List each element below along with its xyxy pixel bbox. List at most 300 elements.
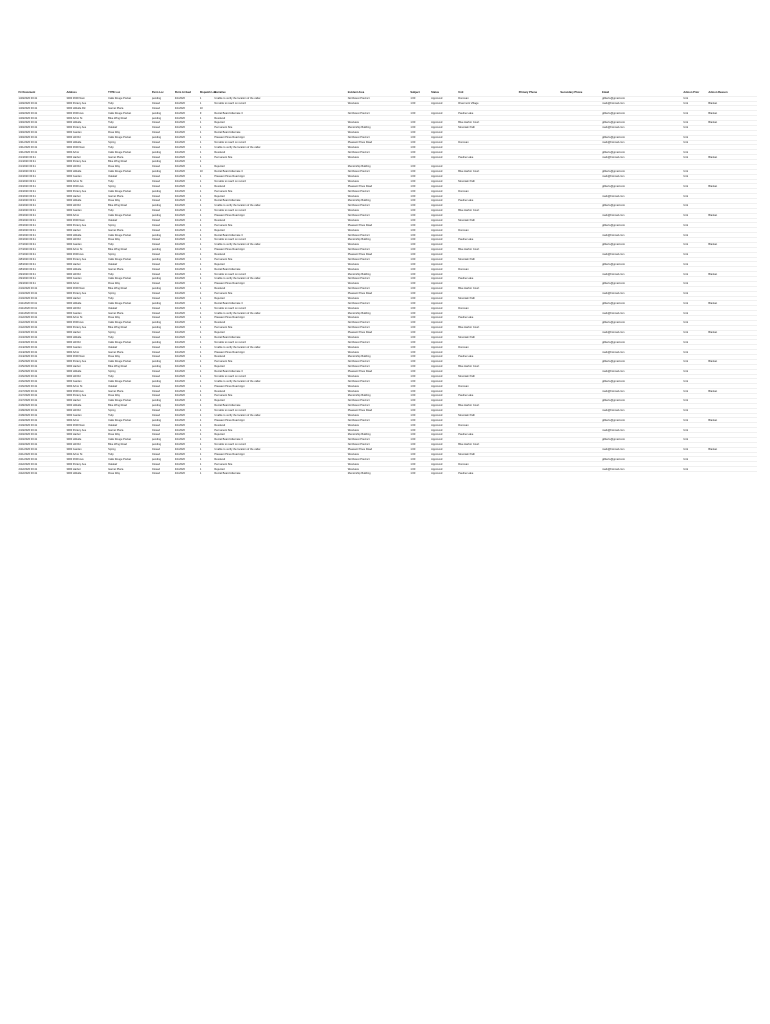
column-header[interactable]: TYPE Loc: [108, 91, 121, 95]
table-cell: Tulip: [108, 272, 152, 277]
table-cell: Approved: [431, 169, 458, 174]
table-cell: 4/1/2020: [174, 462, 199, 467]
table-cell: 1: [199, 189, 214, 194]
table-cell: 4/1/2020: [174, 116, 199, 121]
table-cell: 1: [199, 238, 214, 243]
table-cell: mark@hotmail.com: [602, 101, 683, 106]
table-cell: Oakleaf: [108, 462, 152, 467]
table-cell: 4/1/2020: [174, 218, 199, 223]
table-cell: 4/1/2020: [174, 320, 199, 325]
table-cell: Garnet Plaza: [108, 194, 152, 199]
table-cell: Approved: [431, 442, 458, 447]
table-cell: 1:00: [410, 286, 431, 291]
table-cell: 1:00: [410, 457, 431, 462]
table-cell: gilberto@gmail.com: [602, 320, 683, 325]
table-cell: 4/1/2020: [174, 189, 199, 194]
table-cell: 1:00: [410, 164, 431, 169]
table-cell: Resolved: [214, 286, 347, 291]
table-cell: Blue Harbor Court: [458, 169, 518, 174]
table-cell: Rejected: [214, 121, 347, 126]
table-cell: 10: [199, 106, 214, 111]
table-cell: 4/1/2020: [174, 340, 199, 345]
table-cell: 1:00: [410, 223, 431, 228]
table-cell: 1: [199, 330, 214, 335]
column-header[interactable]: Add-on Prior: [683, 91, 700, 95]
table-cell: 3000 Garden: [66, 345, 108, 350]
table-cell: Pauline Lake: [458, 277, 518, 282]
table-cell: Tulip: [108, 242, 152, 247]
table-cell: 1: [199, 213, 214, 218]
table-cell: 3000 Arbor St: [66, 384, 108, 389]
table-cell: 1:00: [410, 252, 431, 257]
table-cell: Pleasant Pines Road: [347, 252, 410, 257]
table-cell: 4/1/2020: [174, 238, 199, 243]
table-cell: Northwest Precinct: [347, 437, 410, 442]
table-cell: 1:00: [410, 359, 431, 364]
table-cell: Rental Board Alternate 3: [214, 301, 347, 306]
table-cell: Spring: [108, 140, 152, 145]
table-cell: 1: [199, 184, 214, 189]
table-cell: Closed: [151, 155, 174, 160]
table-cell: 3000 Hillside: [66, 121, 108, 126]
table-cell: Rental Board Alternate: [214, 199, 347, 204]
table-cell: Oakleaf: [108, 345, 152, 350]
table-cell: mark@hotmail.com: [602, 408, 683, 413]
table-cell: 1:00: [410, 140, 431, 145]
table-cell: Permanent Site: [214, 189, 347, 194]
table-cell: Pauline Lake: [458, 238, 518, 243]
table-cell: 4/1/2020: [174, 111, 199, 116]
table-cell: 1:00: [410, 452, 431, 457]
table-cell: 1:00: [410, 238, 431, 243]
table-cell: Westview: [347, 413, 410, 418]
table-cell: 2/4/2020 00:41: [18, 199, 66, 204]
table-cell: 4/1/2020: [174, 359, 199, 364]
table-cell: 4/1/2020: [174, 208, 199, 213]
table-cell: Rejected: [214, 164, 347, 169]
column-header[interactable]: Add-on Reason: [708, 91, 728, 95]
table-cell: 3000 Arbor St: [66, 116, 108, 121]
table-cell: 2/7/2020 00:41: [18, 242, 66, 247]
table-cell: Blanket: [708, 213, 757, 218]
table-cell: Resolved: [214, 389, 347, 394]
table-cell: 2/11/2020 00:41: [18, 306, 66, 311]
table-cell: Westview: [347, 345, 410, 350]
table-cell: Garnet Plaza: [108, 267, 152, 272]
table-cell: 2/7/2020 00:41: [18, 252, 66, 257]
table-cell: Unk: [683, 140, 708, 145]
table-cell: Approved: [431, 335, 458, 340]
table-cell: Unk: [683, 340, 708, 345]
table-cell: Approved: [431, 228, 458, 233]
table-cell: Northwest Precinct: [347, 189, 410, 194]
table-cell: Mountain Path: [458, 413, 518, 418]
table-cell: 2/10/2020 00:41: [18, 286, 66, 291]
table-cell: Westview: [347, 179, 410, 184]
table-cell: gilberto@gmail.com: [602, 111, 683, 116]
table-cell: Not able to reach on record: [214, 272, 347, 277]
table-cell: Unk: [683, 213, 708, 218]
table-cell: 1:00: [410, 418, 431, 423]
table-cell: Rose Way: [108, 316, 152, 321]
table-cell: Northwest Precinct: [347, 96, 410, 101]
table-cell: 3000 Garden: [66, 130, 108, 135]
table-cell: 1: [199, 296, 214, 301]
column-header[interactable]: Dispatch Loc: [199, 91, 217, 95]
table-cell: 2/16/2020 00:41: [18, 379, 66, 384]
table-cell: Unk: [683, 150, 708, 155]
table-cell: Pauline Lake: [458, 433, 518, 438]
table-cell: 1:00: [410, 228, 431, 233]
table-cell: 4/1/2020: [174, 330, 199, 335]
table-cell: 3000 Hillside: [66, 169, 108, 174]
table-cell: Closed: [151, 140, 174, 145]
table-cell: Approved: [431, 96, 458, 101]
table-cell: 1: [199, 130, 214, 135]
table-cell: Unk: [683, 135, 708, 140]
table-cell: 2/1/2020 00:41: [18, 160, 66, 165]
table-cell: 1: [199, 437, 214, 442]
table-cell: Closed: [151, 306, 174, 311]
table-cell: mark@hotmail.com: [602, 155, 683, 160]
table-cell: 4/1/2020: [174, 257, 199, 262]
table-cell: gilberto@gmail.com: [602, 169, 683, 174]
table-cell: 4/1/2020: [174, 199, 199, 204]
table-cell: 1:00: [410, 281, 431, 286]
table-cell: 2/17/2020 00:41: [18, 394, 66, 399]
table-cell: mark@hotmail.com: [602, 428, 683, 433]
table-cell: Donovan: [458, 423, 518, 428]
table-cell: 2/22/2020 00:41: [18, 472, 66, 476]
table-cell: Unk: [683, 174, 708, 179]
table-cell: 1:00: [410, 96, 431, 101]
table-cell: Donovan: [458, 384, 518, 389]
table-cell: Calle Rouge Pocket: [108, 257, 152, 262]
table-cell: [708, 472, 757, 476]
table-cell: Oakleaf: [108, 218, 152, 223]
table-cell: pending: [151, 160, 174, 165]
table-cell: 2/21/2020 00:41: [18, 457, 66, 462]
table-cell: 4/1/2020: [174, 457, 199, 462]
column-header[interactable]: Narrative: [214, 91, 226, 95]
table-cell: 3000 Arbor St: [66, 452, 108, 457]
table-cell: 1:00: [410, 320, 431, 325]
table-cell: 1: [199, 467, 214, 472]
table-cell: Blue Harbor Court: [458, 364, 518, 369]
table-cell: 1: [199, 257, 214, 262]
table-cell: Unk: [683, 233, 708, 238]
table-cell: 2/19/2020 00:41: [18, 418, 66, 423]
table-cell: Northwest Precinct: [347, 403, 410, 408]
table-cell: Approved: [431, 311, 458, 316]
table-cell: Calle Rouge Pocket: [108, 437, 152, 442]
table-cell: 2/14/2020 00:41: [18, 350, 66, 355]
table-cell: 1:00: [410, 101, 431, 106]
table-cell: 1: [199, 398, 214, 403]
table-cell: 4/1/2020: [174, 418, 199, 423]
table-cell: 1:00: [410, 150, 431, 155]
table-cell: Unk: [683, 184, 708, 189]
table-cell: Not able to reach on record: [214, 340, 347, 345]
table-cell: pending: [151, 442, 174, 447]
table-cell: Blanket: [708, 184, 757, 189]
table-cell: 3000 Harbor: [66, 467, 108, 472]
table-cell: Approved: [431, 242, 458, 247]
table-cell: 2/13/2020 00:41: [18, 330, 66, 335]
table-cell: mark@hotmail.com: [602, 252, 683, 257]
table-cell: 1: [199, 301, 214, 306]
table-cell: gilberto@gmail.com: [602, 121, 683, 126]
table-cell: 4/1/2020: [174, 306, 199, 311]
table-cell: gilberto@gmail.com: [602, 223, 683, 228]
table-cell: Approved: [431, 384, 458, 389]
table-cell: 1:00: [410, 398, 431, 403]
spreadsheet: [18, 91, 757, 476]
column-header[interactable]: Primary Phone: [518, 91, 538, 95]
table-cell: Westview: [347, 194, 410, 199]
table-cell: 1: [199, 174, 214, 179]
table-cell: Approved: [431, 428, 458, 433]
table-cell: Westview: [347, 121, 410, 126]
table-cell: 3000 Pottery Ave: [66, 394, 108, 399]
column-header[interactable]: Email: [602, 91, 610, 95]
table-cell: Closed: [151, 369, 174, 374]
table-cell: 3000 Harbor: [66, 194, 108, 199]
table-cell: Calle Rouge Pocket: [108, 189, 152, 194]
table-cell: Westview: [347, 145, 410, 150]
table-cell: Closed: [151, 423, 174, 428]
table-cell: Unk: [683, 457, 708, 462]
table-cell: 1: [199, 145, 214, 150]
table-cell: Mountain Path: [458, 374, 518, 379]
table-cell: Rejected: [214, 433, 347, 438]
table-cell: Northwest Precinct: [347, 320, 410, 325]
table-cell: 1:00: [410, 111, 431, 116]
table-cell: Westview: [347, 130, 410, 135]
table-cell: 1:00: [410, 179, 431, 184]
table-cell: Rental Board Alternate 3: [214, 437, 347, 442]
table-cell: 4/1/2020: [174, 472, 199, 476]
table-cell: Approved: [431, 218, 458, 223]
table-cell: Approved: [431, 252, 458, 257]
table-cell: Rejected: [214, 364, 347, 369]
table-cell: Permanent Site: [214, 394, 347, 399]
table-cell: Blanket: [708, 389, 757, 394]
column-header[interactable]: Incident Area: [347, 91, 365, 95]
table-cell: 1:00: [410, 355, 431, 360]
table-cell: 1:00: [410, 467, 431, 472]
table-cell: 4/1/2020: [174, 345, 199, 350]
table-cell: 1: [199, 179, 214, 184]
table-cell: Pleasant Pines Road Appt: [214, 213, 347, 218]
table-cell: Rental Board Alternate: [214, 130, 347, 135]
table-cell: [602, 472, 683, 476]
column-header[interactable]: Secondary Phone: [560, 91, 583, 95]
table-cell: mark@hotmail.com: [602, 447, 683, 452]
table-cell: Northwest Precinct: [347, 203, 410, 208]
table-cell: Rose Way: [108, 281, 152, 286]
table-cell: Northwest Precinct: [347, 325, 410, 330]
table-cell: Unk: [683, 418, 708, 423]
table-cell: gilberto@gmail.com: [602, 379, 683, 384]
table-cell: Closed: [151, 335, 174, 340]
table-cell: Unk: [683, 467, 708, 472]
table-cell: Closed: [151, 389, 174, 394]
table-cell: Unable to verify the location of the caller.: [214, 345, 347, 350]
table-cell: 2/22/2020 00:41: [18, 467, 66, 472]
table-cell: Approved: [431, 189, 458, 194]
table-cell: Westview: [347, 262, 410, 267]
table-cell: 4/1/2020: [174, 428, 199, 433]
table-cell: Mountain Path: [458, 335, 518, 340]
table-cell: Approved: [431, 369, 458, 374]
column-header[interactable]: Perm Arrived: [174, 91, 192, 95]
table-cell: Approved: [431, 403, 458, 408]
table-cell: 1:00: [410, 135, 431, 140]
table-cell: 1: [199, 306, 214, 311]
table-cell: Unk: [683, 262, 708, 267]
column-header[interactable]: Address: [66, 91, 77, 95]
table-cell: Calle Rouge Pocket: [108, 135, 152, 140]
table-cell: Rose Way: [108, 433, 152, 438]
table-cell: 1:00: [410, 403, 431, 408]
column-header[interactable]: Status: [431, 91, 440, 95]
table-cell: Westview: [347, 306, 410, 311]
table-cell: 3000 Hill Rd: [66, 374, 108, 379]
table-cell: mark@hotmail.com: [602, 233, 683, 238]
column-header[interactable]: Fir Document: [18, 91, 36, 95]
table-cell: Rejected: [214, 467, 347, 472]
table-cell: Unk: [683, 359, 708, 364]
table-cell: 1: [199, 428, 214, 433]
table-cell: Westview: [347, 384, 410, 389]
table-row[interactable]: [18, 472, 757, 476]
table-cell: Approved: [431, 345, 458, 350]
table-cell: Blanket: [708, 447, 757, 452]
table-cell: mark@hotmail.com: [602, 194, 683, 199]
table-cell: 4/1/2020: [174, 125, 199, 130]
table-cell: Blue Wing Road: [108, 403, 152, 408]
table-cell: Oakleaf: [108, 423, 152, 428]
table-cell: 4/1/2020: [174, 374, 199, 379]
table-cell: Closed: [151, 164, 174, 169]
table-cell: Garnet Plaza: [108, 467, 152, 472]
table-cell: Northwest Precinct: [347, 286, 410, 291]
table-cell: 4/1/2020: [174, 262, 199, 267]
table-cell: Mentorship Building: [347, 311, 410, 316]
table-cell: 3000 Garden: [66, 447, 108, 452]
column-header[interactable]: Subject: [410, 91, 420, 95]
table-cell: Approved: [431, 135, 458, 140]
table-cell: Closed: [151, 472, 174, 476]
table-cell: Blanket: [708, 242, 757, 247]
table-cell: Pauline Lake: [458, 155, 518, 160]
table-cell: Closed: [151, 101, 174, 106]
table-cell: 4/1/2020: [174, 379, 199, 384]
table-cell: Northwest Precinct: [347, 359, 410, 364]
table-cell: 9: [199, 111, 214, 116]
table-cell: Approved: [431, 462, 458, 467]
table-cell: Westview: [347, 218, 410, 223]
table-cell: Approved: [431, 267, 458, 272]
table-cell: Not able to reach on record: [214, 306, 347, 311]
table-cell: 2/5/2020 00:41: [18, 213, 66, 218]
table-cell: Closed: [151, 330, 174, 335]
table-cell: Unk: [683, 125, 708, 130]
table-cell: Unk: [683, 379, 708, 384]
table-cell: 1: [199, 320, 214, 325]
table-cell: pending: [151, 403, 174, 408]
table-cell: Resolved: [214, 116, 347, 121]
table-cell: 4/1/2020: [174, 121, 199, 126]
table-cell: 3000 Hillside: [66, 403, 108, 408]
table-cell: 1:00: [410, 257, 431, 262]
table-cell: pending: [151, 418, 174, 423]
table-cell: Approved: [431, 238, 458, 243]
table-cell: Closed: [151, 272, 174, 277]
table-cell: Approved: [431, 325, 458, 330]
table-cell: Blue Harbor Court: [458, 325, 518, 330]
table-cell: Approved: [431, 174, 458, 179]
table-cell: 3000 Hillside: [66, 233, 108, 238]
table-cell: Unk: [683, 111, 708, 116]
table-cell: 3000 Hill Rd: [66, 408, 108, 413]
table-cell: mark@hotmail.com: [602, 389, 683, 394]
table-cell: Closed: [151, 384, 174, 389]
table-cell: pending: [151, 116, 174, 121]
table-cell: Pleasant Pines Road Appt: [214, 384, 347, 389]
table-cell: 4/1/2020: [174, 316, 199, 321]
table-cell: Tulip: [108, 101, 152, 106]
table-cell: Oakleaf: [108, 384, 152, 389]
table-cell: 1/30/2020 00:41: [18, 125, 66, 130]
column-header[interactable]: Unit: [458, 91, 464, 95]
table-cell: Closed: [151, 467, 174, 472]
table-cell: Approved: [431, 296, 458, 301]
table-cell: 2/11/2020 00:41: [18, 311, 66, 316]
table-cell: Tulip: [108, 335, 152, 340]
table-cell: 3000 Arbor: [66, 350, 108, 355]
table-cell: Unable to verify the location of the caller.: [214, 96, 347, 101]
table-cell: pending: [151, 364, 174, 369]
table-cell: Unable to verify the location of the caller.: [214, 145, 347, 150]
table-cell: Unk: [683, 428, 708, 433]
table-cell: Closed: [151, 345, 174, 350]
column-header[interactable]: Perm Loc: [151, 91, 164, 95]
table-cell: Calle Rouge Pocket: [108, 301, 152, 306]
table-cell: 2/14/2020 00:41: [18, 355, 66, 360]
table-cell: 2/15/2020 00:41: [18, 359, 66, 364]
table-cell: Donovan: [458, 140, 518, 145]
table-cell: 1: [199, 384, 214, 389]
table-cell: Unk: [683, 398, 708, 403]
table-cell: gilberto@gmail.com: [602, 340, 683, 345]
table-cell: mark@hotmail.com: [602, 125, 683, 130]
table-cell: gilberto@gmail.com: [602, 301, 683, 306]
table-cell: mark@hotmail.com: [602, 140, 683, 145]
table-cell: 3000 Pottery Ave: [66, 291, 108, 296]
table-cell: 1: [199, 291, 214, 296]
table-cell: 4/1/2020: [174, 452, 199, 457]
table-cell: pending: [151, 247, 174, 252]
table-cell: 3000 Pottery Ave: [66, 359, 108, 364]
table-cell: Closed: [151, 394, 174, 399]
table-cell: 4/1/2020: [174, 233, 199, 238]
table-cell: 3000 3600 Ave: [66, 457, 108, 462]
table-cell: 2/12/2020 00:41: [18, 316, 66, 321]
table-cell: Garnet Plaza: [108, 106, 152, 111]
table-cell: 3000 Garden: [66, 379, 108, 384]
